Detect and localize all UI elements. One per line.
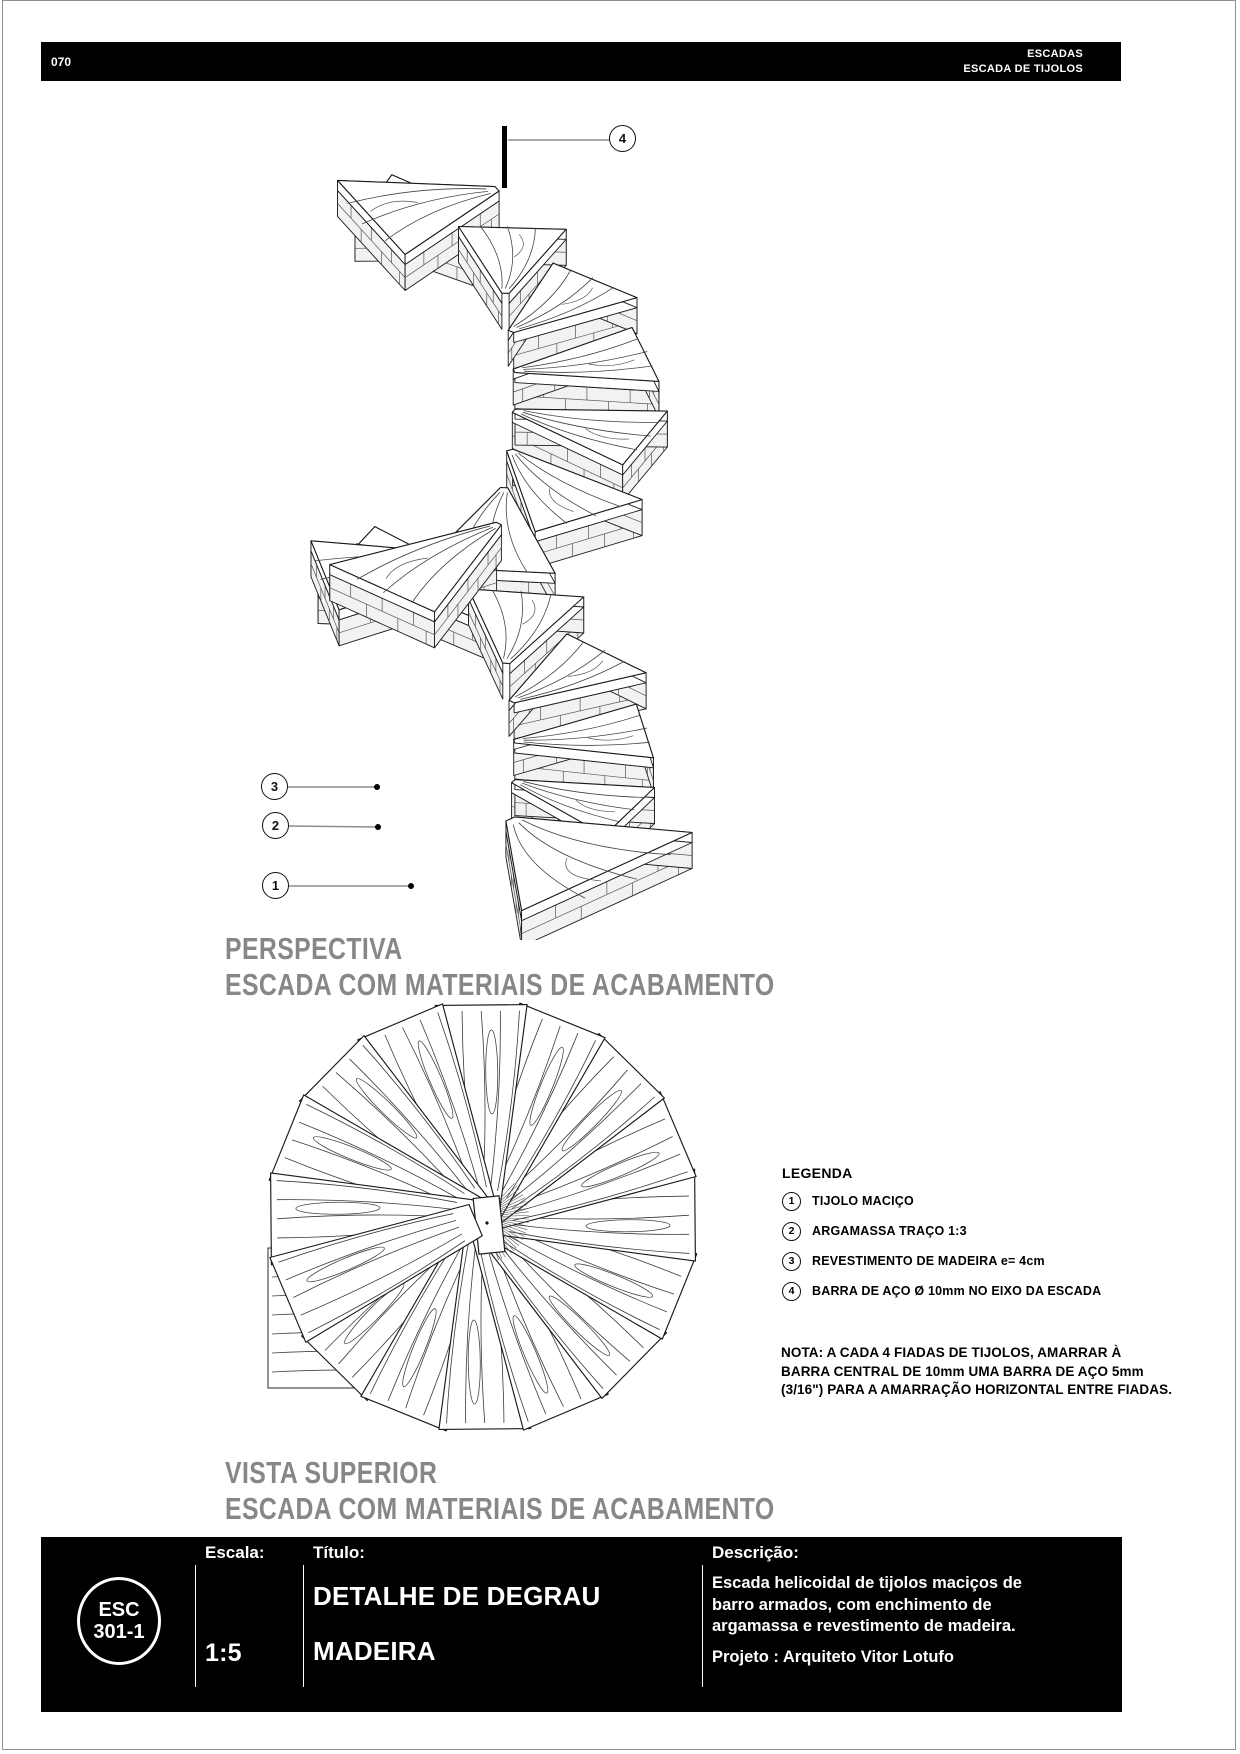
legend-title: LEGENDA bbox=[782, 1165, 853, 1181]
top-view-drawing bbox=[240, 982, 720, 1452]
escala-value: 1:5 bbox=[205, 1639, 242, 1667]
legend-label-1: TIJOLO MACIÇO bbox=[812, 1194, 914, 1208]
page-number: 070 bbox=[51, 55, 72, 69]
divider bbox=[195, 1565, 196, 1687]
legend-bubble-1: 1 bbox=[782, 1192, 801, 1211]
top-view-title-line1: VISTA SUPERIOR bbox=[225, 1455, 438, 1490]
legend-item bbox=[782, 1281, 1162, 1301]
legend-item bbox=[782, 1191, 1162, 1211]
top-view-title-line2: ESCADA COM MATERIAIS DE ACABAMENTO bbox=[225, 1491, 775, 1526]
legend-item bbox=[782, 1251, 1162, 1271]
descricao-label: Descrição: bbox=[712, 1543, 799, 1562]
perspective-title-line2: ESCADA COM MATERIAIS DE ACABAMENTO bbox=[225, 967, 775, 1002]
top-view-title bbox=[225, 1455, 775, 1527]
legend-bubble-2: 2 bbox=[782, 1222, 801, 1241]
projeto-text: Projeto : Arquiteto Vitor Lotufo bbox=[712, 1648, 954, 1666]
title-block bbox=[41, 1537, 1122, 1712]
legend-label-2: ARGAMASSA TRAÇO 1:3 bbox=[812, 1224, 967, 1238]
perspective-title bbox=[225, 931, 775, 1003]
callout-2: 2 bbox=[262, 812, 289, 839]
legend-label-4: BARRA DE AÇO Ø 10mm NO EIXO DA ESCADA bbox=[812, 1284, 1102, 1298]
titulo-line1: DETALHE DE DEGRAU bbox=[313, 1581, 601, 1611]
header-section-title bbox=[963, 47, 1083, 77]
legend-label-3: REVESTIMENTO DE MADEIRA e= 4cm bbox=[812, 1254, 1045, 1268]
divider bbox=[702, 1565, 703, 1687]
header-line-1: ESCADAS bbox=[1027, 48, 1083, 60]
callout-1: 1 bbox=[262, 872, 289, 899]
legend-bubble-3: 3 bbox=[782, 1252, 801, 1271]
header-line-2: ESCADA DE TIJOLOS bbox=[963, 63, 1083, 75]
stamp-line2: 301-1 bbox=[93, 1621, 145, 1643]
perspective-drawing bbox=[230, 70, 740, 940]
callout-4: 4 bbox=[609, 125, 636, 152]
titulo-line2: MADEIRA bbox=[313, 1636, 436, 1666]
titulo-label: Título: bbox=[313, 1543, 365, 1562]
descricao-text: Escada helicoidal de tijolos maciços de barro armados, com enchimento de argamassa e revestimento de madeira. bbox=[712, 1574, 1022, 1635]
legend-item bbox=[782, 1221, 1162, 1241]
perspective-title-line1: PERSPECTIVA bbox=[225, 931, 403, 966]
escala-label: Escala: bbox=[205, 1543, 265, 1562]
note-text: NOTA: A CADA 4 FIADAS DE TIJOLOS, AMARRAR À BARRA CENTRAL DE 10mm UMA BARRA DE AÇO 5mm (3/16") PARA A AMARRAÇÃO HORIZONTAL ENTRE FIADAS. bbox=[781, 1345, 1173, 1397]
sheet-stamp bbox=[77, 1577, 161, 1665]
stamp-line1: ESC bbox=[98, 1599, 140, 1621]
legend bbox=[782, 1165, 1162, 1301]
divider bbox=[303, 1565, 304, 1687]
callout-3: 3 bbox=[261, 773, 288, 800]
legend-bubble-4: 4 bbox=[782, 1282, 801, 1301]
